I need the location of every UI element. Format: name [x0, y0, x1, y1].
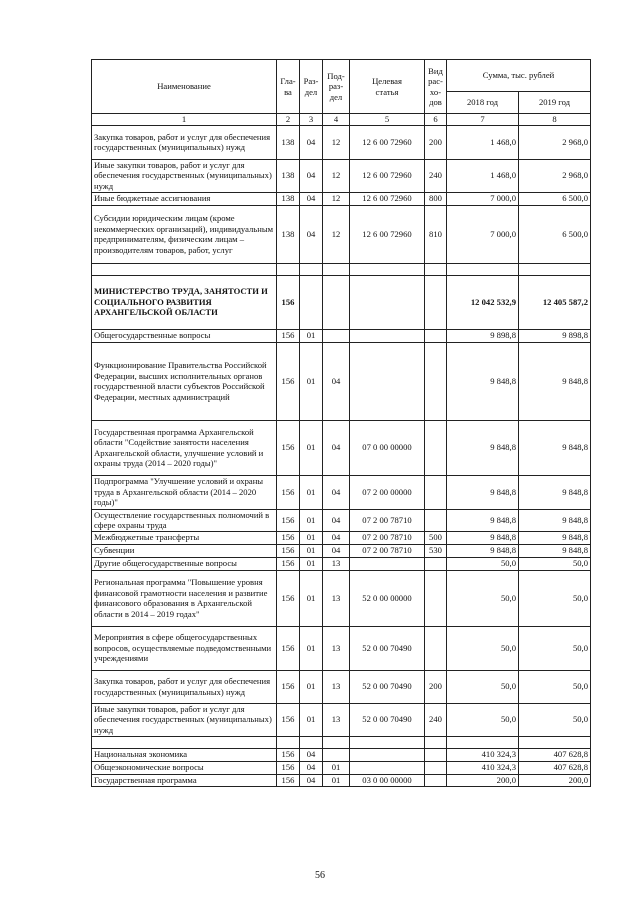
row-expense-type	[425, 774, 447, 786]
row-subsection: 13	[323, 703, 350, 736]
table-row	[92, 570, 591, 626]
row-target: 03 0 00 00000	[350, 774, 425, 786]
budget-table	[91, 59, 591, 787]
row-target	[350, 342, 425, 420]
row-chapter: 156	[277, 475, 300, 509]
row-subsection: 04	[323, 509, 350, 531]
row-name	[92, 736, 277, 748]
row-name: Иные бюджетные ассигнования	[92, 192, 277, 205]
row-name: Другие общегосударственные вопросы	[92, 557, 277, 570]
table-row	[92, 329, 591, 342]
row-sum-2018: 410 324,3	[447, 748, 519, 761]
row-target: 07 2 00 00000	[350, 475, 425, 509]
row-chapter: 156	[277, 626, 300, 670]
row-sum-2019: 2 968,0	[519, 125, 591, 159]
row-sum-2019: 9 848,8	[519, 509, 591, 531]
row-sum-2019: 50,0	[519, 703, 591, 736]
row-chapter: 156	[277, 544, 300, 557]
row-section	[300, 263, 323, 275]
row-name: Национальная экономика	[92, 748, 277, 761]
row-sum-2019: 9 898,8	[519, 329, 591, 342]
row-subsection: 12	[323, 159, 350, 192]
row-target	[350, 329, 425, 342]
row-subsection: 04	[323, 342, 350, 420]
row-name: Субвенции	[92, 544, 277, 557]
row-name: Закупка товаров, работ и услуг для обеспечения государственных (муниципальных) нужд	[92, 125, 277, 159]
row-chapter: 156	[277, 761, 300, 774]
row-sum-2019: 12 405 587,2	[519, 275, 591, 329]
row-sum-2018: 50,0	[447, 626, 519, 670]
row-expense-type	[425, 329, 447, 342]
row-name: Государственная программа	[92, 774, 277, 786]
row-section: 04	[300, 748, 323, 761]
row-sum-2019	[519, 263, 591, 275]
row-expense-type: 810	[425, 205, 447, 263]
row-expense-type: 530	[425, 544, 447, 557]
row-sum-2019: 407 628,8	[519, 761, 591, 774]
row-sum-2019: 200,0	[519, 774, 591, 786]
row-name: Государственная программа Архангельской области "Содействие занятости населения Архангельской области, улучшение условий и охраны труда (2014 – 2020 годы)"	[92, 420, 277, 475]
row-sum-2018	[447, 736, 519, 748]
row-target	[350, 761, 425, 774]
table-row	[92, 420, 591, 475]
row-chapter: 156	[277, 670, 300, 703]
row-sum-2019: 9 848,8	[519, 531, 591, 544]
row-subsection: 13	[323, 626, 350, 670]
row-chapter: 156	[277, 557, 300, 570]
table-row	[92, 475, 591, 509]
row-section: 01	[300, 509, 323, 531]
table-row	[92, 748, 591, 761]
row-expense-type	[425, 761, 447, 774]
row-target: 12 6 00 72960	[350, 159, 425, 192]
row-subsection	[323, 329, 350, 342]
row-chapter: 156	[277, 329, 300, 342]
row-section	[300, 736, 323, 748]
row-subsection: 12	[323, 192, 350, 205]
row-name: Иные закупки товаров, работ и услуг для обеспечения государственных (муниципальных) нужд	[92, 703, 277, 736]
row-name: Осуществление государственных полномочий в сфере охраны труда	[92, 509, 277, 531]
row-section: 01	[300, 557, 323, 570]
row-section: 01	[300, 670, 323, 703]
table-row	[92, 670, 591, 703]
row-subsection: 04	[323, 531, 350, 544]
row-expense-type	[425, 475, 447, 509]
row-sum-2019: 50,0	[519, 570, 591, 626]
table-row	[92, 626, 591, 670]
header-year-2019: 2019 год	[519, 92, 591, 114]
row-name: Общегосударственные вопросы	[92, 329, 277, 342]
row-chapter: 156	[277, 275, 300, 329]
row-expense-type: 200	[425, 670, 447, 703]
row-sum-2018: 9 848,8	[447, 420, 519, 475]
row-target: 12 6 00 72960	[350, 125, 425, 159]
row-subsection	[323, 263, 350, 275]
row-sum-2018: 50,0	[447, 703, 519, 736]
row-expense-type: 500	[425, 531, 447, 544]
row-target	[350, 275, 425, 329]
row-subsection: 12	[323, 205, 350, 263]
row-section: 04	[300, 159, 323, 192]
row-sum-2019: 407 628,8	[519, 748, 591, 761]
row-expense-type: 200	[425, 125, 447, 159]
row-chapter: 156	[277, 342, 300, 420]
row-target: 52 0 00 70490	[350, 670, 425, 703]
row-expense-type	[425, 263, 447, 275]
row-name: Субсидии юридическим лицам (кроме некоммерческих организаций), индивидуальным предпринимателям, физическим лицам – производителям товаров, работ, услуг	[92, 205, 277, 263]
row-section: 01	[300, 329, 323, 342]
table-row	[92, 557, 591, 570]
col-number: 1	[92, 114, 277, 126]
header-subsection: Под- раз- дел	[323, 60, 350, 114]
row-subsection: 04	[323, 544, 350, 557]
header-row	[92, 60, 591, 92]
row-target: 52 0 00 70490	[350, 703, 425, 736]
col-number: 5	[350, 114, 425, 126]
row-subsection: 01	[323, 761, 350, 774]
header-expense-type: Вид рас- хо- дов	[425, 60, 447, 114]
row-target: 52 0 00 00000	[350, 570, 425, 626]
row-chapter: 138	[277, 192, 300, 205]
row-sum-2018: 1 468,0	[447, 125, 519, 159]
row-sum-2019: 50,0	[519, 557, 591, 570]
row-sum-2019: 6 500,0	[519, 205, 591, 263]
table-row	[92, 544, 591, 557]
row-sum-2018	[447, 263, 519, 275]
row-sum-2019: 9 848,8	[519, 544, 591, 557]
row-chapter: 156	[277, 531, 300, 544]
row-section: 04	[300, 125, 323, 159]
table-row	[92, 205, 591, 263]
col-number: 6	[425, 114, 447, 126]
row-sum-2018: 12 042 532,9	[447, 275, 519, 329]
row-chapter: 156	[277, 509, 300, 531]
row-name: Функционирование Правительства Российской Федерации, высших исполнительных органов государственной власти субъектов Российской Федерации, местных администраций	[92, 342, 277, 420]
header-chapter: Гла- ва	[277, 60, 300, 114]
row-expense-type	[425, 557, 447, 570]
row-sum-2019: 9 848,8	[519, 475, 591, 509]
row-sum-2018: 7 000,0	[447, 205, 519, 263]
header-name: Наименование	[92, 60, 277, 114]
row-expense-type: 800	[425, 192, 447, 205]
row-chapter: 138	[277, 159, 300, 192]
row-section: 01	[300, 531, 323, 544]
row-chapter: 156	[277, 774, 300, 786]
row-sum-2019: 9 848,8	[519, 420, 591, 475]
row-name: Иные закупки товаров, работ и услуг для обеспечения государственных (муниципальных) нужд	[92, 159, 277, 192]
row-section	[300, 275, 323, 329]
row-sum-2018: 50,0	[447, 670, 519, 703]
row-target: 07 2 00 78710	[350, 531, 425, 544]
header-section: Раз- дел	[300, 60, 323, 114]
row-sum-2018: 9 848,8	[447, 475, 519, 509]
row-sum-2018: 200,0	[447, 774, 519, 786]
row-sum-2018: 7 000,0	[447, 192, 519, 205]
row-sum-2019: 9 848,8	[519, 342, 591, 420]
table-row	[92, 509, 591, 531]
row-expense-type	[425, 509, 447, 531]
row-target: 12 6 00 72960	[350, 205, 425, 263]
row-chapter	[277, 736, 300, 748]
row-chapter: 156	[277, 748, 300, 761]
row-chapter: 138	[277, 205, 300, 263]
table-row	[92, 275, 591, 329]
table-row	[92, 342, 591, 420]
header-target: Целевая статья	[350, 60, 425, 114]
row-subsection: 13	[323, 570, 350, 626]
row-section: 01	[300, 544, 323, 557]
row-sum-2018: 9 848,8	[447, 531, 519, 544]
row-sum-2019: 50,0	[519, 626, 591, 670]
row-target	[350, 736, 425, 748]
row-expense-type: 240	[425, 703, 447, 736]
row-sum-2019: 6 500,0	[519, 192, 591, 205]
row-expense-type	[425, 275, 447, 329]
header-sum: Сумма, тыс. рублей	[447, 60, 591, 92]
row-section: 04	[300, 774, 323, 786]
col-number: 7	[447, 114, 519, 126]
row-expense-type	[425, 748, 447, 761]
col-number: 4	[323, 114, 350, 126]
row-expense-type	[425, 342, 447, 420]
row-section: 01	[300, 570, 323, 626]
table-row	[92, 531, 591, 544]
row-chapter	[277, 263, 300, 275]
row-section: 04	[300, 761, 323, 774]
row-section: 04	[300, 192, 323, 205]
row-sum-2018: 410 324,3	[447, 761, 519, 774]
row-subsection	[323, 275, 350, 329]
table-row	[92, 703, 591, 736]
row-sum-2018: 50,0	[447, 557, 519, 570]
row-expense-type	[425, 570, 447, 626]
table-row	[92, 125, 591, 159]
row-sum-2018: 9 848,8	[447, 509, 519, 531]
row-subsection: 04	[323, 420, 350, 475]
row-target: 12 6 00 72960	[350, 192, 425, 205]
row-subsection: 01	[323, 774, 350, 786]
row-subsection: 13	[323, 557, 350, 570]
spacer-row	[92, 736, 591, 748]
row-target: 07 2 00 78710	[350, 544, 425, 557]
row-subsection	[323, 748, 350, 761]
column-number-row	[92, 114, 591, 126]
row-subsection	[323, 736, 350, 748]
row-section: 01	[300, 626, 323, 670]
row-name: Закупка товаров, работ и услуг для обеспечения государственных (муниципальных) нужд	[92, 670, 277, 703]
row-expense-type	[425, 736, 447, 748]
row-chapter: 138	[277, 125, 300, 159]
row-name: МИНИСТЕРСТВО ТРУДА, ЗАНЯТОСТИ И СОЦИАЛЬНОГО РАЗВИТИЯ АРХАНГЕЛЬСКОЙ ОБЛАСТИ	[92, 275, 277, 329]
row-expense-type: 240	[425, 159, 447, 192]
table-row	[92, 159, 591, 192]
page-number: 56	[315, 870, 325, 881]
row-target	[350, 557, 425, 570]
row-subsection: 04	[323, 475, 350, 509]
row-name: Мероприятия в сфере общегосударственных вопросов, осуществляемые подведомственными учреждениями	[92, 626, 277, 670]
row-subsection: 13	[323, 670, 350, 703]
col-number: 2	[277, 114, 300, 126]
row-sum-2018: 9 848,8	[447, 544, 519, 557]
row-expense-type	[425, 420, 447, 475]
row-target: 07 2 00 78710	[350, 509, 425, 531]
spacer-row	[92, 263, 591, 275]
row-sum-2018: 50,0	[447, 570, 519, 626]
col-number: 8	[519, 114, 591, 126]
table-row	[92, 761, 591, 774]
table-row	[92, 774, 591, 786]
col-number: 3	[300, 114, 323, 126]
row-sum-2019: 50,0	[519, 670, 591, 703]
row-name: Межбюджетные трансферты	[92, 531, 277, 544]
row-section: 01	[300, 342, 323, 420]
row-target	[350, 748, 425, 761]
row-section: 04	[300, 205, 323, 263]
row-expense-type	[425, 626, 447, 670]
row-target: 07 0 00 00000	[350, 420, 425, 475]
header-year-2018: 2018 год	[447, 92, 519, 114]
row-target: 52 0 00 70490	[350, 626, 425, 670]
row-sum-2018: 1 468,0	[447, 159, 519, 192]
row-subsection: 12	[323, 125, 350, 159]
row-section: 01	[300, 475, 323, 509]
row-chapter: 156	[277, 570, 300, 626]
row-sum-2018: 9 898,8	[447, 329, 519, 342]
row-name: Общеэкономические вопросы	[92, 761, 277, 774]
row-name: Региональная программа "Повышение уровня финансовой грамотности населения и развитие финансового образования в Архангельской области в 2014 – 2019 годах"	[92, 570, 277, 626]
row-section: 01	[300, 420, 323, 475]
row-sum-2019	[519, 736, 591, 748]
row-sum-2018: 9 848,8	[447, 342, 519, 420]
row-section: 01	[300, 703, 323, 736]
row-name	[92, 263, 277, 275]
row-target	[350, 263, 425, 275]
table-row	[92, 192, 591, 205]
row-chapter: 156	[277, 703, 300, 736]
row-name: Подпрограмма "Улучшение условий и охраны труда в Архангельской области (2014 – 2020 годы)"	[92, 475, 277, 509]
row-chapter: 156	[277, 420, 300, 475]
row-sum-2019: 2 968,0	[519, 159, 591, 192]
